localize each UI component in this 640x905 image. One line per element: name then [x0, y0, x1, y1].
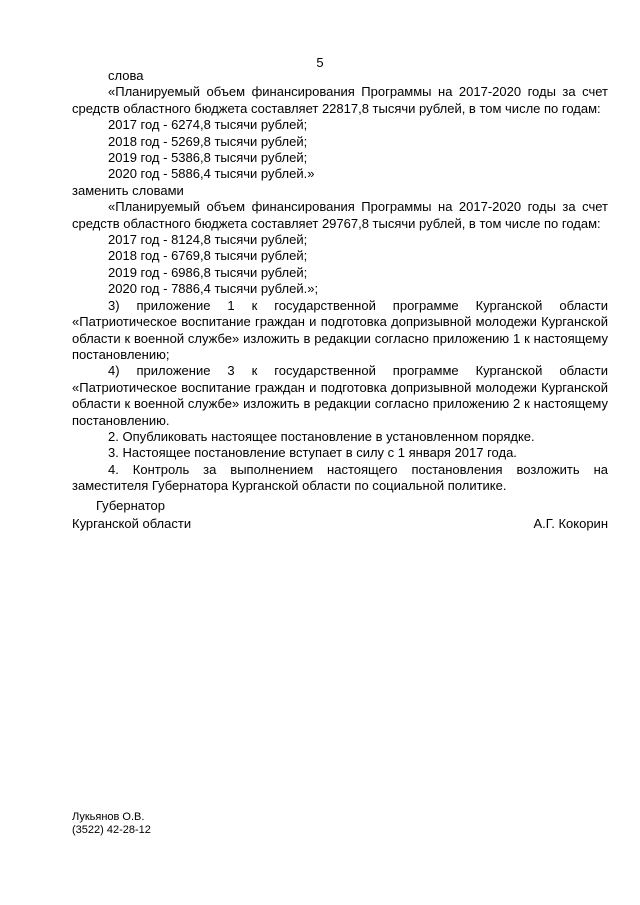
- item-4-paragraph: 4) приложение 3 к государственной программе Курганской области «Патриотическое воспитание граждан и подготовка допризывной молодежи Курганской области к военной службе» изложить в редакции согласно приложению 2 к настоящему постановлению.: [72, 363, 608, 428]
- old-year-2018: 2018 год - 5269,8 тысячи рублей;: [108, 133, 308, 149]
- old-year-2019: 2019 год - 5386,8 тысячи рублей;: [108, 150, 308, 166]
- point-4: 4. Контроль за выполнением настоящего постановления возложить на заместителя Губернатора Курганской области по социальной политике.: [72, 461, 608, 494]
- point-3: 3. Настоящее постановление вступает в силу с 1 января 2017 года.: [108, 445, 517, 461]
- new-year-2019: 2019 год - 6986,8 тысячи рублей;: [108, 264, 308, 280]
- new-text-paragraph: «Планируемый объем финансирования Программы на 2017-2020 годы за счет средств областного бюджета составляет 29767,8 тысячи рублей, в том числе по годам:: [72, 199, 608, 231]
- replace-label: заменить словами: [72, 182, 184, 198]
- footer-phone: (3522) 42-28-12: [72, 824, 151, 836]
- signer-title-line2: Курганской области: [72, 516, 192, 531]
- old-year-2020: 2020 год - 5886,4 тысячи рублей.»: [108, 166, 315, 182]
- words-label: слова: [108, 68, 144, 83]
- page-number: 5: [316, 55, 324, 70]
- signature-block: [72, 497, 608, 533]
- point-2: 2. Опубликовать настоящее постановление в установленном порядке.: [108, 428, 535, 444]
- new-year-2020: 2020 год - 7886,4 тысячи рублей.»;: [108, 281, 319, 297]
- signer-title-line1: Губернатор: [96, 498, 165, 513]
- document-body: [72, 68, 608, 495]
- item-3-paragraph: 3) приложение 1 к государственной программе Курганской области «Патриотическое воспитание граждан и подготовка допризывной молодежи Курганской области к военной службе» изложить в редакции согласно приложению 1 к настоящему постановлению;: [72, 297, 608, 362]
- old-year-2017: 2017 год - 6274,8 тысячи рублей;: [108, 117, 308, 133]
- old-text-paragraph: «Планируемый объем финансирования Программы на 2017-2020 годы за счет средств областного бюджета составляет 22817,8 тысячи рублей, в том числе по годам:: [72, 84, 608, 116]
- footer-author: Лукьянов О.В.: [72, 811, 145, 823]
- new-year-2018: 2018 год - 6769,8 тысячи рублей;: [108, 248, 308, 264]
- footer-contact: [72, 811, 151, 837]
- new-year-2017: 2017 год - 8124,8 тысячи рублей;: [108, 232, 308, 248]
- signer-name: А.Г. Кокорин: [533, 516, 608, 531]
